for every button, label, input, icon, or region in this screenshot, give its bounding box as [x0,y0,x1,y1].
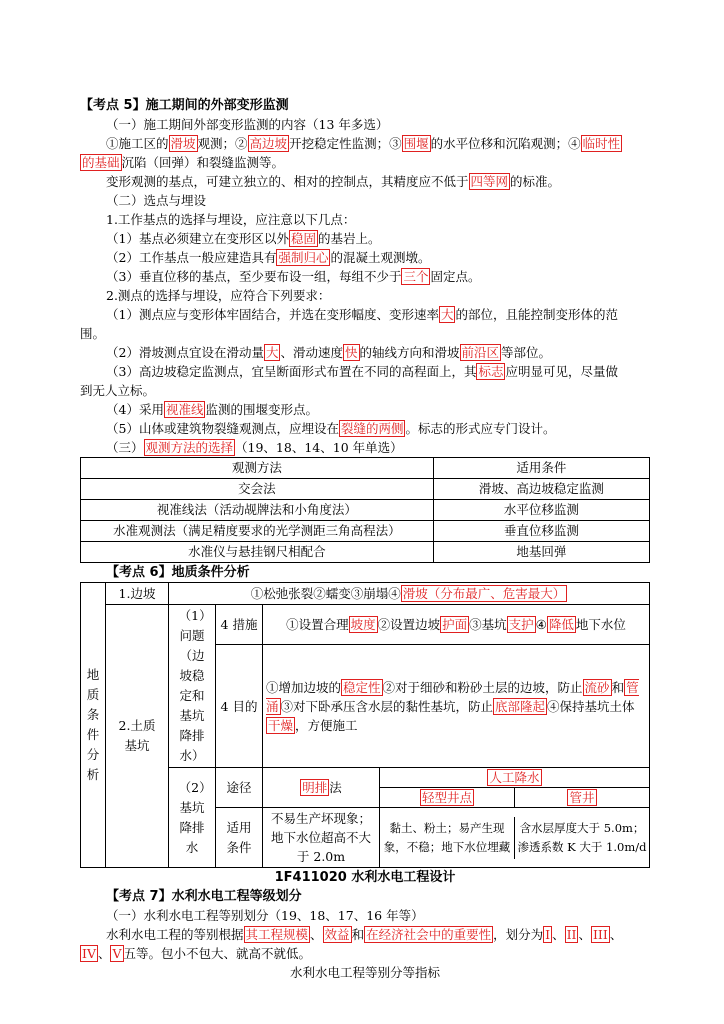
paragraph: 2.测点的选择与埋设，应符合下列要求： [106,288,331,303]
keyword-box: 管涌 [266,679,639,714]
table-cell [106,605,169,868]
chapter-title: 1F411020 水利水电工程设计 [274,870,456,885]
keyword-box: IV [82,946,96,961]
table-cell: ①增加边坡的 稳定性 ②对于细砂和粉砂土层的边坡，防止 流砂 和 管涌 ③对下卧承压含水层的黏性基坑，防止 底部隆起 ④保持基坑土体干燥 ，方便施工 [263,645,650,768]
table-row [81,479,650,500]
keyword-box: 大 [440,307,454,322]
paragraph: ①施工区的 滑坡 观测；② 高边坡 开挖稳定性监测；③ 围堰 的水平位移和沉陷观测；④ 临时性 [106,136,621,151]
geology-analysis-table [80,582,650,868]
sub-header-row [380,788,649,807]
keyword-box: 裂缝的两侧 [340,421,404,436]
paragraph: （4）采用 视准线 监测的围堰变形点。 [106,402,318,417]
table-header: 适用条件 [433,458,649,479]
keyword-box: 滑坡（分布最广、危害最大） [402,586,566,601]
keyword-box: 前沿区 [461,345,500,360]
keyword-box: 人工降水 [489,770,540,785]
keyword-box: 的基础 [82,155,120,170]
paragraph: （3）高边坡稳定监测点，宜呈断面形式布置在不同的高程面上，其 标志 应明显可见，尽量做 [106,364,618,379]
sub-header [380,788,515,807]
row-label: 2.土质基坑 [118,718,156,753]
table-row [81,500,650,521]
keyword-box: 大 [265,345,279,360]
table-cell [216,808,263,868]
paragraph: 变形观测的基点，可建立独立的、相对的控制点，其精度应不低于 四等网 的标准。 [106,174,561,189]
table-cell [380,768,650,808]
table-cell: 滑坡、高边坡稳定监测 [433,479,649,500]
table-header-row [81,458,650,479]
table-cell [169,768,216,868]
keyword-box: 效益 [324,927,350,942]
table-cell: 垂直位移监测 [433,521,649,542]
paragraph: （2）滑坡测点宜设在滑动量 大 、滑动速度 快 的轴线方向和滑坡 前沿区 等部位。 [106,345,552,360]
table-row [81,521,650,542]
sub-heading: （一）施工期间外部变形监测的内容（13 年多选） [106,117,389,132]
condition-cell: 黏土、粉土；易产生现象，不稳；地下水位埋藏 [380,817,515,859]
table-cell: 4 措施 [216,605,263,645]
side-label-cell [81,583,106,868]
table-cell: ①松弛张裂②蠕变③崩塌④ 滑坡（分布最广、危害最大） [169,583,650,605]
keyword-box: 临时性 [582,136,621,151]
keyword-box: III [592,927,608,942]
section-5-title: 【考点 5】施工期间的外部变形监测 [80,98,289,113]
keyword-box: 支护 [508,617,534,632]
table-cell: 途径 [216,768,263,808]
keyword-box: 强制归心 [278,250,329,265]
keyword-box: 降低 [548,617,574,632]
keyword-box: 稳定性 [343,679,381,695]
document-page [80,96,650,982]
row-label: （2）基坑降排水 [178,779,206,855]
paragraph: （3）垂直位移的基点，至少要布设一组，每组不少于 三个 固定点。 [106,269,481,284]
table-cell: 水准观测法（满足精度要求的光学测距三角高程法） [81,521,434,542]
keyword-box: 流砂 [584,679,610,695]
keyword-box: 护面 [442,617,468,632]
keyword-box: 标志 [478,364,504,379]
paragraph: 水利水电工程的等别根据 其工程规模 、 效益 和 在经济社会中的重要性 ，划分为 I 、 II 、 III 、 [106,927,623,942]
sub-header [380,768,649,788]
keyword-box: II [566,927,577,942]
condition-row [380,817,649,859]
keyword-box: 三个 [403,269,429,284]
observation-method-table [80,457,650,563]
keyword-box: 在经济社会中的重要性 [366,927,492,942]
keyword-box: 底部隆起 [495,698,546,714]
table-cell [380,808,650,868]
sub-heading: （二）选点与埋设 [106,193,207,208]
section-7-title: 【考点 7】水利水电工程等级划分 [106,889,302,904]
sub-header [515,788,649,807]
table-cell: 明排 法 [263,768,380,808]
keyword-box: I [545,927,551,942]
table-header: 观测方法 [81,458,434,479]
table-cell: 1.边坡 [106,583,169,605]
paragraph: （2）工作基点一般应建造具有 强制归心 的混凝土观测墩。 [106,250,431,265]
table-cell: 交会法 [81,479,434,500]
keyword-box: 快 [345,345,358,360]
condition-cell: 含水层厚度大于 5.0m；渗透系数 K 大于 1.0m/d [517,820,647,854]
paragraph-cont: 到无人立标。 [80,383,156,398]
row-label: 适用条件 [226,819,252,855]
keyword-box: 坡度 [350,617,376,632]
table-cell: 水准仪与悬挂钢尺相配合 [81,542,434,563]
paragraph: （1）测点应与变形体牢固结合，并选在变形幅度、变形速率 大 的部位，且能控制变形体的范 [106,307,618,322]
paragraph-cont: IV 、 V 五等。包小不包大、就高不就低。 [82,946,312,961]
table-cell: 4 目的 [216,645,263,768]
keyword-box: 高边坡 [249,136,288,151]
table-cell: 水平位移监测 [433,500,649,521]
paragraph-cont: 的基础 沉陷（回弹）和裂缝监测等。 [82,155,285,170]
keyword-box: 围堰 [403,136,429,151]
keyword-box: 稳固 [290,231,316,246]
table-cell [169,605,216,768]
table-cell: ①设置合理 坡度 ②设置边坡 护面 ③基坑 支护 ④ 降低 地下水位 [263,605,650,645]
paragraph: 1.工作基点的选择与埋设，应注意以下几点： [106,212,356,227]
keyword-box: 观测方法的选择 [145,440,234,455]
table-cell: 地基回弹 [433,542,649,563]
sub-heading: （三） 观测方法的选择 （19、18、14、10 年单选） [106,440,403,455]
keyword-box: V [112,946,122,961]
row-label: （1）问题（边坡稳定和基坑降排水） [178,608,206,763]
table-row [81,542,650,563]
keyword-box: 轻型井点 [421,790,472,805]
keyword-box: 滑坡 [170,136,196,151]
keyword-box: 明排 [302,780,328,795]
table-cell: 不易生产坏现象；地下水位超高不大于 2.0m [263,808,380,868]
sub-heading: （一）水利水电工程等别划分（19、18、17、16 年等） [106,908,424,923]
paragraph: （1）基点必须建立在变形区以外 稳固 的基岩上。 [106,231,381,246]
keyword-box: 其工程规模 [245,927,309,942]
keyword-box: 四等网 [470,174,509,189]
paragraph-cont: 围。 [80,326,106,341]
keyword-box: 管井 [569,790,595,805]
table-caption: 水利水电工程等别分等指标 [289,965,440,980]
paragraph: （5）山体或建筑物裂缝观测点，应埋设在 裂缝的两侧 。标志的形式应专门设计。 [106,421,556,436]
keyword-box: 视准线 [165,402,204,417]
side-label: 地质条件分析 [86,667,100,782]
table-cell: 视准线法（活动觇牌法和小角度法） [81,500,434,521]
section-6-title: 【考点 6】地质条件分析 [106,565,250,580]
table-row [81,605,650,645]
table-row [81,583,650,605]
keyword-box: 干燥 [268,717,294,733]
